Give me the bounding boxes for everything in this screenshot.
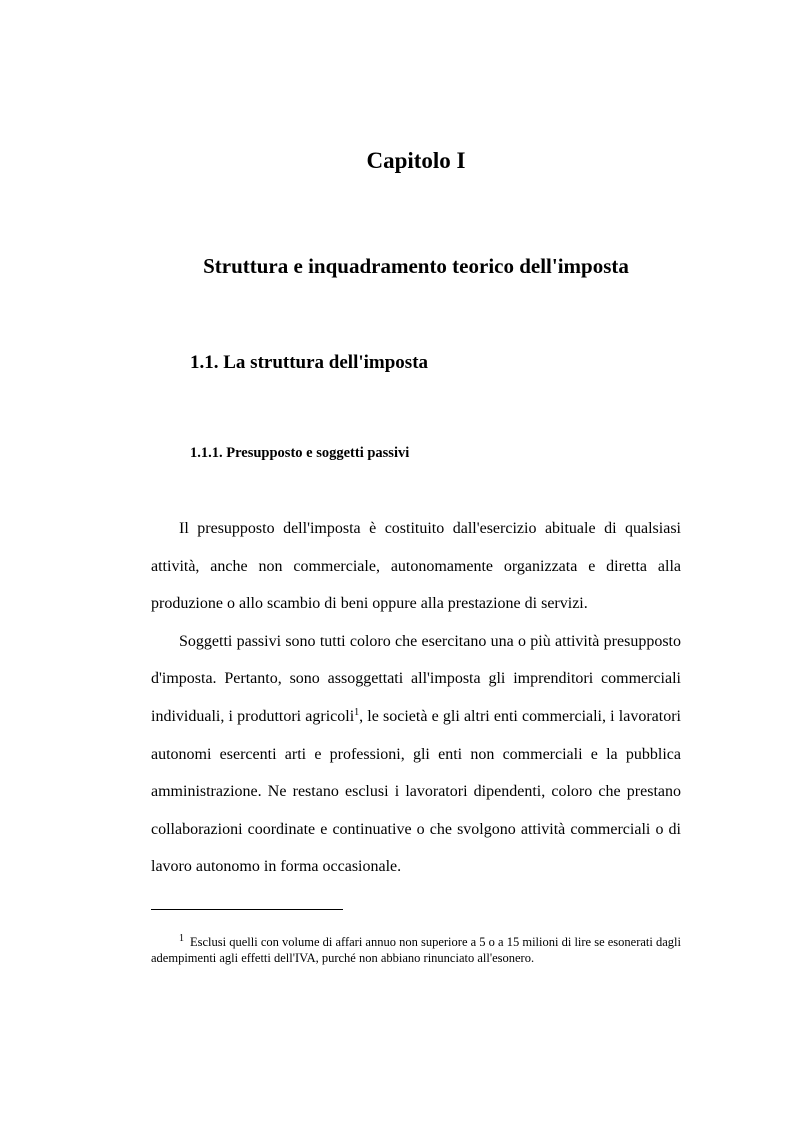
subsubsection-title: 1.1.1. Presupposto e soggetti passivi [190,445,410,461]
paragraph-soggetti-passivi [151,623,681,886]
footnote-text: Esclusi quelli con volume di affari annuo non superiore a 5 o a 15 milioni di lire se esonerati dagli adempimenti agli effetti dell'IVA, purché non abbiano rinunciato all'esonero. [151,935,681,965]
paragraph-presupposto: Il presupposto dell'imposta è costituito dall'esercizio abituale di qualsiasi attività, anche non commerciale, autonomamente organizzata e diretta alla produzione o allo scambio di beni oppure alla prestazione di servizi. [151,520,681,613]
paragraph-text-after: , le società e gli altri enti commerciali, i lavoratori autonomi esercenti arti e professioni, gli enti non commerciali e la pubblica amministrazione. Ne restano esclusi i lavoratori dipendenti, coloro che prestano collaborazioni coordinate e continuative o che svolgono attività commerciali o di lavoro autonomo in forma occasionale. [151,707,681,876]
footnote-reference[interactable]: 1 [354,706,360,718]
section-title: Struttura e inquadramento teorico dell'imposta [203,254,629,278]
paragraph-text-before: Soggetti passivi sono tutti coloro che esercitano una o più attività presupposto d'imposta. Pertanto, sono assoggettati all'imposta gli imprenditori commerciali individuali, i produttori agricoli [151,632,681,725]
footnote-divider [151,909,343,910]
footnote-mark: 1 [179,933,184,944]
footnote [151,931,681,966]
body-text [151,510,681,886]
chapter-title: Capitolo I [366,148,466,173]
subsection-title: 1.1. La struttura dell'imposta [190,352,429,373]
